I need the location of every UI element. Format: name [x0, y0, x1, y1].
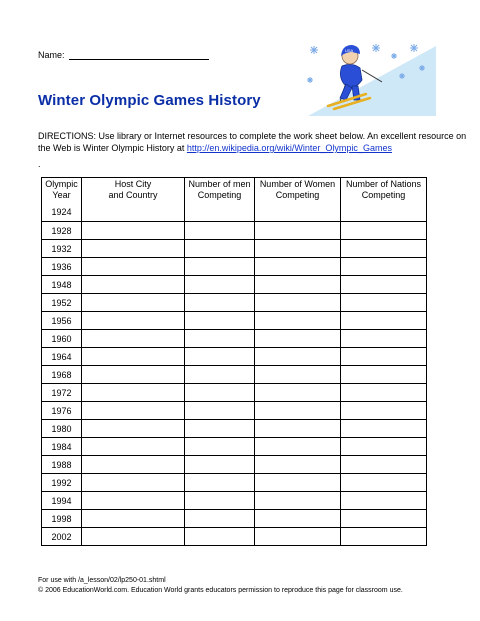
- nations-count-cell[interactable]: [341, 474, 427, 492]
- women-count-cell[interactable]: [255, 258, 341, 276]
- directions-paragraph: [38, 130, 468, 154]
- table-row: [42, 402, 427, 420]
- host-city-cell[interactable]: [82, 384, 185, 402]
- header-nations-competing: Number of Nations Competing: [341, 178, 427, 208]
- nations-count-cell[interactable]: [341, 276, 427, 294]
- women-count-cell[interactable]: [255, 294, 341, 312]
- host-city-cell[interactable]: [82, 438, 185, 456]
- nations-count-cell[interactable]: [341, 240, 427, 258]
- host-city-cell[interactable]: [82, 492, 185, 510]
- nations-count-cell[interactable]: [341, 222, 427, 240]
- host-city-cell[interactable]: [82, 348, 185, 366]
- ski-pole: [362, 70, 382, 82]
- men-count-cell[interactable]: [185, 348, 255, 366]
- men-count-cell[interactable]: [185, 330, 255, 348]
- table-row: [42, 276, 427, 294]
- table-row: [42, 438, 427, 456]
- host-city-cell[interactable]: [82, 456, 185, 474]
- table-row: [42, 207, 427, 222]
- page-footer: [38, 576, 403, 596]
- nations-count-cell[interactable]: [341, 402, 427, 420]
- year-cell: 1948: [42, 276, 82, 294]
- nations-count-cell[interactable]: [341, 207, 427, 222]
- table-row: [42, 312, 427, 330]
- women-count-cell[interactable]: [255, 312, 341, 330]
- women-count-cell[interactable]: [255, 366, 341, 384]
- women-count-cell[interactable]: [255, 276, 341, 294]
- table-header-row: [42, 178, 427, 208]
- snowflake-icon: [391, 53, 397, 59]
- host-city-cell[interactable]: [82, 207, 185, 222]
- year-cell: 1988: [42, 456, 82, 474]
- year-cell: 1998: [42, 510, 82, 528]
- header-women-competing: Number of Women Competing: [255, 178, 341, 208]
- name-blank-line[interactable]: [69, 50, 209, 60]
- women-count-cell[interactable]: [255, 348, 341, 366]
- page-title: Winter Olympic Games History: [38, 92, 261, 109]
- women-count-cell[interactable]: [255, 402, 341, 420]
- men-count-cell[interactable]: [185, 384, 255, 402]
- men-count-cell[interactable]: [185, 474, 255, 492]
- men-count-cell[interactable]: [185, 366, 255, 384]
- winter-olympic-history-link[interactable]: http://en.wikipedia.org/wiki/Winter_Olympic_Games: [186, 143, 392, 153]
- men-count-cell[interactable]: [185, 207, 255, 222]
- year-cell: 1984: [42, 438, 82, 456]
- table-row: [42, 348, 427, 366]
- table-row: [42, 222, 427, 240]
- women-count-cell[interactable]: [255, 528, 341, 546]
- footer-lesson-ref: For use with /a_lesson/02/lp250-01.shtml: [38, 577, 166, 584]
- table-row: [42, 258, 427, 276]
- nations-count-cell[interactable]: [341, 528, 427, 546]
- year-cell: 1976: [42, 402, 82, 420]
- bib-text: USA: [345, 48, 354, 53]
- women-count-cell[interactable]: [255, 207, 341, 222]
- men-count-cell[interactable]: [185, 402, 255, 420]
- year-cell: 1924: [42, 207, 82, 222]
- header-host-city: Host City and Country: [82, 178, 185, 208]
- host-city-cell[interactable]: [82, 294, 185, 312]
- host-city-cell[interactable]: [82, 276, 185, 294]
- year-cell: 1932: [42, 240, 82, 258]
- nations-count-cell[interactable]: [341, 348, 427, 366]
- year-cell: 1994: [42, 492, 82, 510]
- year-cell: 1952: [42, 294, 82, 312]
- men-count-cell[interactable]: [185, 438, 255, 456]
- directions-text: DIRECTIONS: Use library or Internet resources to complete the work sheet below. An excellent resource on the Web is Winter Olympic History at: [38, 131, 467, 153]
- name-label: Name:: [38, 50, 65, 60]
- women-count-cell[interactable]: [255, 222, 341, 240]
- table-row: [42, 528, 427, 546]
- snowflake-icon: [307, 77, 313, 83]
- men-count-cell[interactable]: [185, 528, 255, 546]
- table-row: [42, 474, 427, 492]
- year-cell: 1928: [42, 222, 82, 240]
- nations-count-cell[interactable]: [341, 258, 427, 276]
- table-row: [42, 420, 427, 438]
- women-count-cell[interactable]: [255, 474, 341, 492]
- year-cell: 1964: [42, 348, 82, 366]
- year-cell: 1980: [42, 420, 82, 438]
- host-city-cell[interactable]: [82, 240, 185, 258]
- year-cell: 1956: [42, 312, 82, 330]
- skier-body: [340, 64, 362, 88]
- women-count-cell[interactable]: [255, 510, 341, 528]
- table-row: [42, 492, 427, 510]
- host-city-cell[interactable]: [82, 528, 185, 546]
- header-olympic-year: Olympic Year: [42, 178, 82, 208]
- table-row: [42, 240, 427, 258]
- host-city-cell[interactable]: [82, 312, 185, 330]
- table-row: [42, 330, 427, 348]
- women-count-cell[interactable]: [255, 456, 341, 474]
- header-men-competing: Number of men Competing: [185, 178, 255, 208]
- women-count-cell[interactable]: [255, 384, 341, 402]
- table-row: [42, 510, 427, 528]
- year-cell: 2002: [42, 528, 82, 546]
- host-city-cell[interactable]: [82, 420, 185, 438]
- year-cell: 1972: [42, 384, 82, 402]
- snowflake-icon: [372, 44, 380, 52]
- men-count-cell[interactable]: [185, 276, 255, 294]
- women-count-cell[interactable]: [255, 438, 341, 456]
- men-count-cell[interactable]: [185, 258, 255, 276]
- nations-count-cell[interactable]: [341, 492, 427, 510]
- table-row: [42, 456, 427, 474]
- host-city-cell[interactable]: [82, 222, 185, 240]
- men-count-cell[interactable]: [185, 492, 255, 510]
- men-count-cell[interactable]: [185, 294, 255, 312]
- year-cell: 1992: [42, 474, 82, 492]
- nations-count-cell[interactable]: [341, 384, 427, 402]
- footer-copyright: © 2006 EducationWorld.com. Education World grants educators permission to reproduce this page for classroom use.: [38, 587, 403, 594]
- host-city-cell[interactable]: [82, 402, 185, 420]
- women-count-cell[interactable]: [255, 330, 341, 348]
- year-cell: 1936: [42, 258, 82, 276]
- name-field-row: [38, 50, 209, 60]
- snowflake-icon: [410, 44, 418, 52]
- men-count-cell[interactable]: [185, 456, 255, 474]
- host-city-cell[interactable]: [82, 366, 185, 384]
- table-row: [42, 294, 427, 312]
- year-cell: 1968: [42, 366, 82, 384]
- skier-clipart: [300, 36, 436, 116]
- men-count-cell[interactable]: [185, 420, 255, 438]
- table-body: [42, 207, 427, 546]
- nations-count-cell[interactable]: [341, 366, 427, 384]
- host-city-cell[interactable]: [82, 510, 185, 528]
- table-row: [42, 384, 427, 402]
- men-count-cell[interactable]: [185, 240, 255, 258]
- host-city-cell[interactable]: [82, 474, 185, 492]
- host-city-cell[interactable]: [82, 330, 185, 348]
- men-count-cell[interactable]: [185, 222, 255, 240]
- nations-count-cell[interactable]: [341, 330, 427, 348]
- host-city-cell[interactable]: [82, 258, 185, 276]
- nations-count-cell[interactable]: [341, 294, 427, 312]
- women-count-cell[interactable]: [255, 420, 341, 438]
- men-count-cell[interactable]: [185, 510, 255, 528]
- snowflake-icon: [310, 46, 318, 54]
- table-row: [42, 366, 427, 384]
- olympic-history-table: [41, 177, 427, 546]
- nations-count-cell[interactable]: [341, 420, 427, 438]
- women-count-cell[interactable]: [255, 492, 341, 510]
- nations-count-cell[interactable]: [341, 456, 427, 474]
- nations-count-cell[interactable]: [341, 438, 427, 456]
- men-count-cell[interactable]: [185, 312, 255, 330]
- women-count-cell[interactable]: [255, 240, 341, 258]
- year-cell: 1960: [42, 330, 82, 348]
- nations-count-cell[interactable]: [341, 510, 427, 528]
- stray-period: .: [38, 159, 41, 169]
- nations-count-cell[interactable]: [341, 312, 427, 330]
